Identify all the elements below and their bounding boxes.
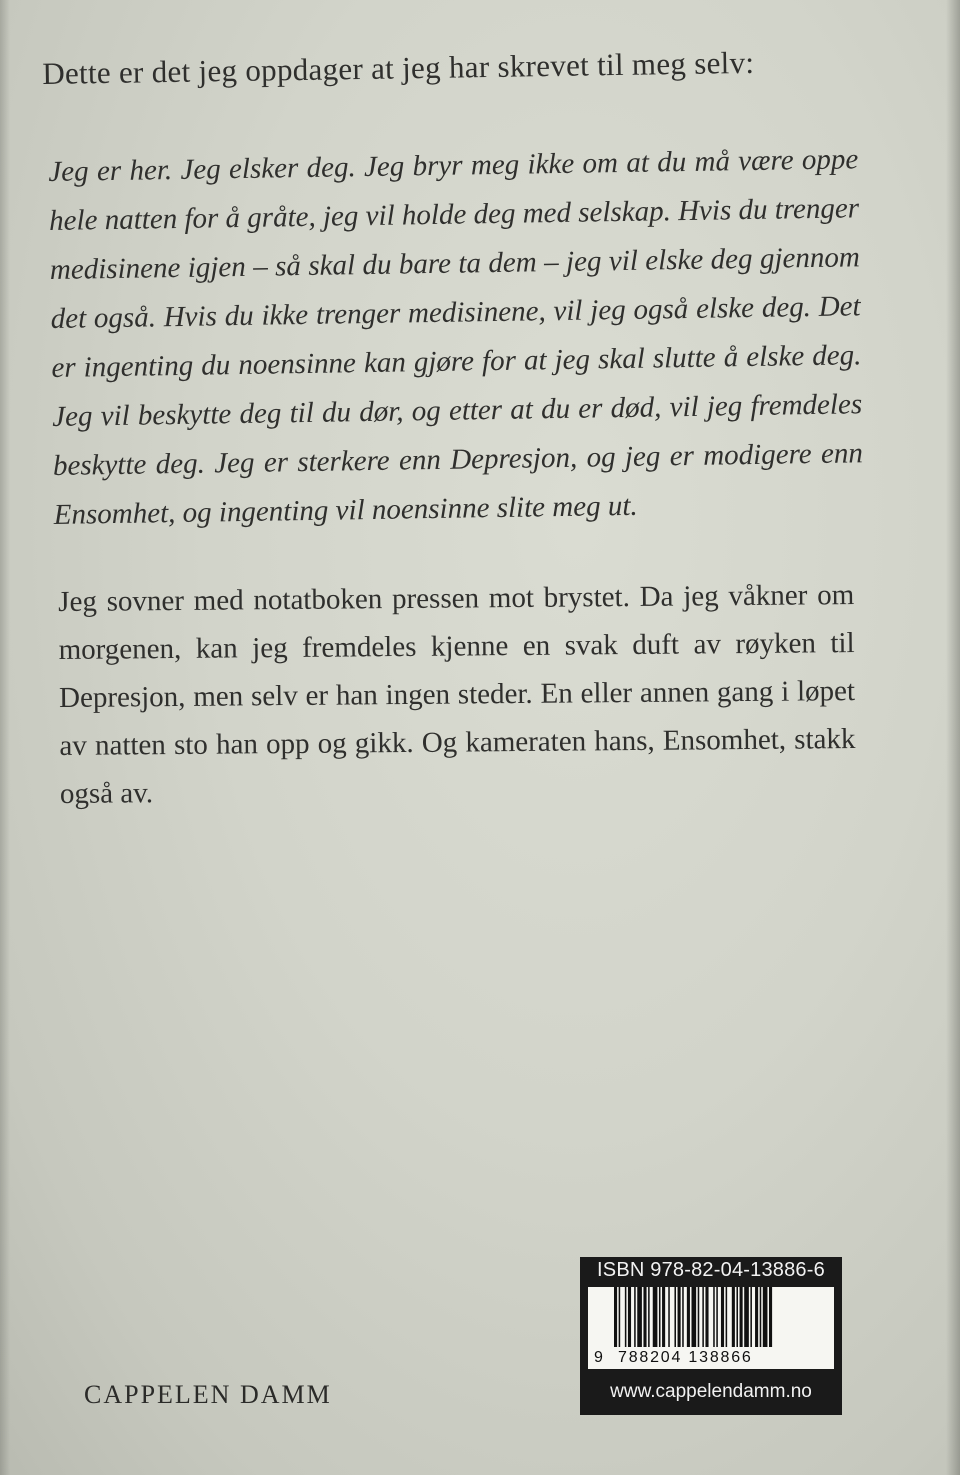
barcode-bar (726, 1287, 728, 1347)
barcode-bar (668, 1287, 670, 1347)
barcode (588, 1287, 834, 1369)
barcode-bar (692, 1287, 697, 1347)
barcode-bar (687, 1287, 690, 1347)
barcode-digit-groups: 788204 138866 (618, 1349, 753, 1366)
publisher-logo: CAPPELEN DAMM (84, 1380, 332, 1409)
barcode-bar (682, 1287, 684, 1347)
intro-line: Dette er det jeg oppdager at jeg har skrevet til meg selv: (42, 44, 755, 91)
publisher-website: www.cappelendamm.no (610, 1381, 812, 1402)
isbn-barcode-panel (580, 1257, 842, 1415)
barcode-lead-digit: 9 (594, 1349, 603, 1366)
barcode-bar (721, 1287, 724, 1347)
italic-note-passage: Jeg er her. Jeg elsker deg. Jeg bryr meg ikke om at du må være oppe hele natten for å gråte, jeg vil holde deg med selskap. Hvis du trenger medisinene igjen – så skal du bare ta dem – jeg vil elske deg gjennom det også. Hvis du ikke trenger medisinene, vil jeg også elske deg. Det er ingenting du noensinne kan gjøre for at jeg skal slutte å elske deg. Jeg vil beskytte deg til du dør, og etter at du er død, vil jeg fremdeles beskytte deg. Jeg er sterkere enn Depresjon, og jeg er modigere enn Ensomhet, og ingenting vil noensinne slite meg ut. (48, 143, 864, 531)
barcode-bars (614, 1287, 826, 1347)
barcode-bar (750, 1287, 752, 1347)
barcode-bar (713, 1287, 715, 1347)
barcode-bar (763, 1287, 768, 1347)
barcode-bar (634, 1287, 636, 1347)
barcode-bar (614, 1287, 617, 1347)
barcode-bar (674, 1287, 676, 1347)
closing-passage: Jeg sovner med notatboken pressen mot brystet. Da jeg våkner om morgenen, kan jeg fremdeles kjenne en svak duft av røyken til Depresjon, men selv er han ingen steder. En eller annen gang i løpet av natten sto han opp og gikk. Og kameraten hans, Ensomhet, stakk også av. (58, 579, 856, 810)
barcode-bar (740, 1287, 743, 1347)
barcode-bar (702, 1287, 704, 1347)
barcode-digits (588, 1347, 834, 1369)
barcode-bar (769, 1287, 772, 1347)
barcode-bar (732, 1287, 735, 1347)
cover-left-edge-shadow (0, 0, 10, 1475)
barcode-bar (716, 1287, 718, 1347)
barcode-bar (744, 1287, 749, 1347)
barcode-bar (698, 1287, 700, 1347)
cover-right-edge-shadow (946, 0, 960, 1475)
barcode-bar (653, 1287, 658, 1347)
barcode-bar (705, 1287, 708, 1347)
barcode-bar (736, 1287, 738, 1347)
isbn-label: ISBN 978-82-04-13886-6 (597, 1259, 825, 1281)
barcode-bar (678, 1287, 681, 1347)
barcode-bar (628, 1287, 631, 1347)
barcode-bar (760, 1287, 762, 1347)
barcode-bar (662, 1287, 665, 1347)
barcode-bar (625, 1287, 627, 1347)
barcode-bar (619, 1287, 621, 1347)
barcode-bar (643, 1287, 646, 1347)
barcode-bar (648, 1287, 650, 1347)
barcode-bar (637, 1287, 642, 1347)
barcode-bar (755, 1287, 758, 1347)
barcode-bar (659, 1287, 661, 1347)
